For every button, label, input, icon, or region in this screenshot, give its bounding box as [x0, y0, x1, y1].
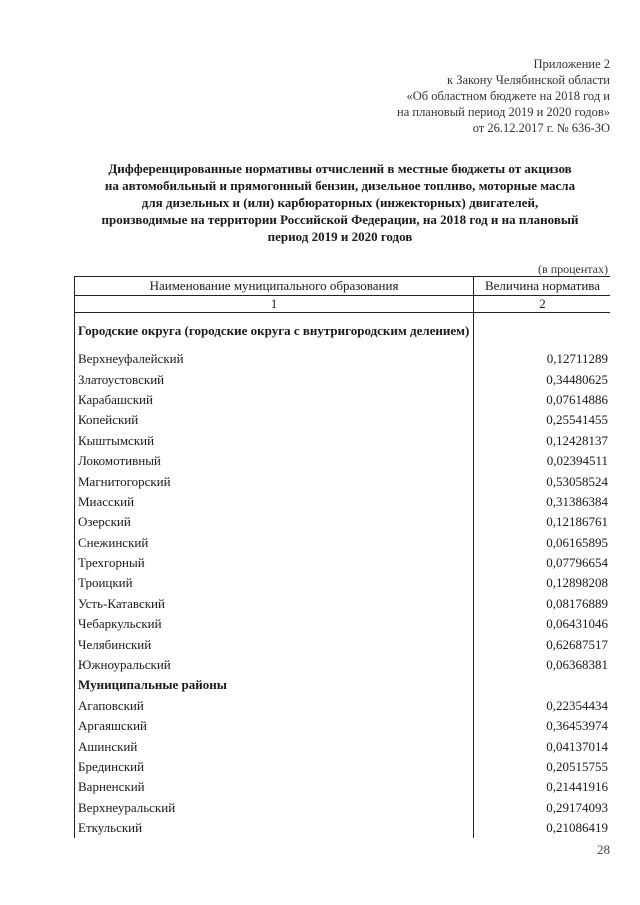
header-value: Величина норматива — [474, 277, 611, 296]
municipality-name: Карабашский — [75, 390, 474, 410]
norm-value: 0,07796654 — [546, 555, 608, 571]
norm-value: 0,36453974 — [546, 718, 608, 734]
table-row — [75, 634, 611, 654]
appendix-line: к Закону Челябинской области — [447, 73, 610, 87]
appendix-line: от 26.12.2017 г. № 636-ЗО — [472, 121, 610, 135]
norm-value: 0,07614886 — [546, 391, 608, 407]
section-empty-cell — [474, 675, 611, 695]
norm-value: 0,12898208 — [546, 575, 608, 591]
title-line: для дизельных и (или) карбюраторных (инжекторных) двигателей, — [141, 195, 539, 210]
table-row — [75, 696, 611, 716]
page-number: 28 — [597, 842, 610, 857]
municipality-name: Варненский — [75, 777, 474, 797]
title-line: производимые на территории Российской Федерации, на 2018 год и на плановый — [101, 212, 579, 227]
norm-value: 0,62687517 — [546, 636, 608, 652]
municipality-name: Еткульский — [75, 818, 474, 838]
title-line: Дифференцированные нормативы отчислений в местные бюджеты от акцизов — [108, 161, 572, 176]
norm-value: 0,21441916 — [546, 779, 608, 795]
municipality-name: Снежинский — [75, 533, 474, 553]
section-title-city-districts: Городские округа (городские округа с внутригородским делением) — [75, 313, 474, 350]
norm-value: 0,12711289 — [546, 351, 608, 367]
table-header-row — [75, 277, 611, 296]
table-row — [75, 471, 611, 491]
title-line: период 2019 и 2020 годов — [267, 229, 413, 244]
norms-table — [74, 276, 610, 838]
appendix-line: на плановый период 2019 и 2020 годов» — [397, 105, 610, 119]
appendix-header — [397, 56, 610, 136]
norm-value: 0,21086419 — [546, 820, 608, 836]
table-row — [75, 451, 611, 471]
table-row — [75, 655, 611, 675]
section-title-municipal-districts: Муниципальные районы — [75, 675, 474, 695]
norm-value: 0,20515755 — [546, 759, 608, 774]
norm-value: 0,25541455 — [546, 412, 608, 428]
municipality-name: Троицкий — [75, 573, 474, 593]
header-municipality: Наименование муниципального образования — [75, 277, 474, 296]
municipality-name: Усть-Катавский — [75, 594, 474, 614]
table-row — [75, 431, 611, 451]
title-line: на автомобильный и прямогонный бензин, дизельное топливо, моторные масла — [104, 178, 576, 193]
table-row — [75, 553, 611, 573]
document-title — [70, 160, 610, 245]
norm-value: 0,22354434 — [546, 697, 608, 713]
municipality-name: Верхнеуральский — [75, 798, 474, 818]
municipality-name: Верхнеуфалейский — [75, 349, 474, 369]
municipality-name: Локомотивный — [75, 451, 474, 471]
table-row — [75, 533, 611, 553]
norm-value: 0,06431046 — [546, 616, 608, 632]
section-row — [75, 313, 611, 350]
norm-value: 0,12428137 — [546, 432, 608, 448]
section-empty-cell — [474, 313, 611, 350]
municipality-name: Южноуральский — [75, 655, 474, 675]
norm-value: 0,06165895 — [546, 534, 608, 550]
norm-value: 0,02394511 — [546, 453, 608, 469]
table-row — [75, 798, 611, 818]
unit-note: (в процентах) — [538, 262, 608, 276]
norm-value: 0,53058524 — [546, 473, 608, 489]
column-number-1: 1 — [75, 296, 474, 313]
section-row — [75, 675, 611, 695]
table-row — [75, 757, 611, 777]
norm-value: 0,12186761 — [546, 514, 608, 530]
table-row — [75, 410, 611, 430]
norm-value: 0,06368381 — [546, 657, 608, 673]
municipality-name: Челябинский — [75, 634, 474, 654]
municipality-name: Озерский — [75, 512, 474, 532]
table-row — [75, 594, 611, 614]
appendix-line: Приложение 2 — [533, 57, 610, 71]
municipality-name: Златоустовский — [75, 369, 474, 389]
municipality-name: Миасский — [75, 492, 474, 512]
municipality-name: Магнитогорский — [75, 471, 474, 491]
table-row — [75, 736, 611, 756]
table-row — [75, 777, 611, 797]
norm-value: 0,08176889 — [546, 595, 608, 611]
municipality-name: Кыштымский — [75, 431, 474, 451]
table-row — [75, 390, 611, 410]
norm-value: 0,31386384 — [546, 493, 608, 509]
table-row — [75, 512, 611, 532]
municipality-name: Трехгорный — [75, 553, 474, 573]
municipality-name: Брединский — [75, 757, 474, 777]
norm-value: 0,04137014 — [546, 738, 608, 754]
table-row — [75, 369, 611, 389]
norms-table-body — [75, 277, 611, 839]
table-row — [75, 614, 611, 634]
municipality-name: Чебаркульский — [75, 614, 474, 634]
table-row — [75, 573, 611, 593]
table-row — [75, 818, 611, 838]
municipality-name: Агаповский — [75, 696, 474, 716]
municipality-name: Ашинский — [75, 736, 474, 756]
table-row — [75, 349, 611, 369]
table-number-row — [75, 296, 611, 313]
norm-value: 0,29174093 — [546, 799, 608, 815]
table-row — [75, 716, 611, 736]
table-row — [75, 492, 611, 512]
column-number-2: 2 — [474, 296, 611, 313]
norm-value: 0,34480625 — [546, 371, 608, 387]
municipality-name: Копейский — [75, 410, 474, 430]
municipality-name: Аргаяшский — [75, 716, 474, 736]
appendix-line: «Об областном бюджете на 2018 год и — [406, 89, 610, 103]
